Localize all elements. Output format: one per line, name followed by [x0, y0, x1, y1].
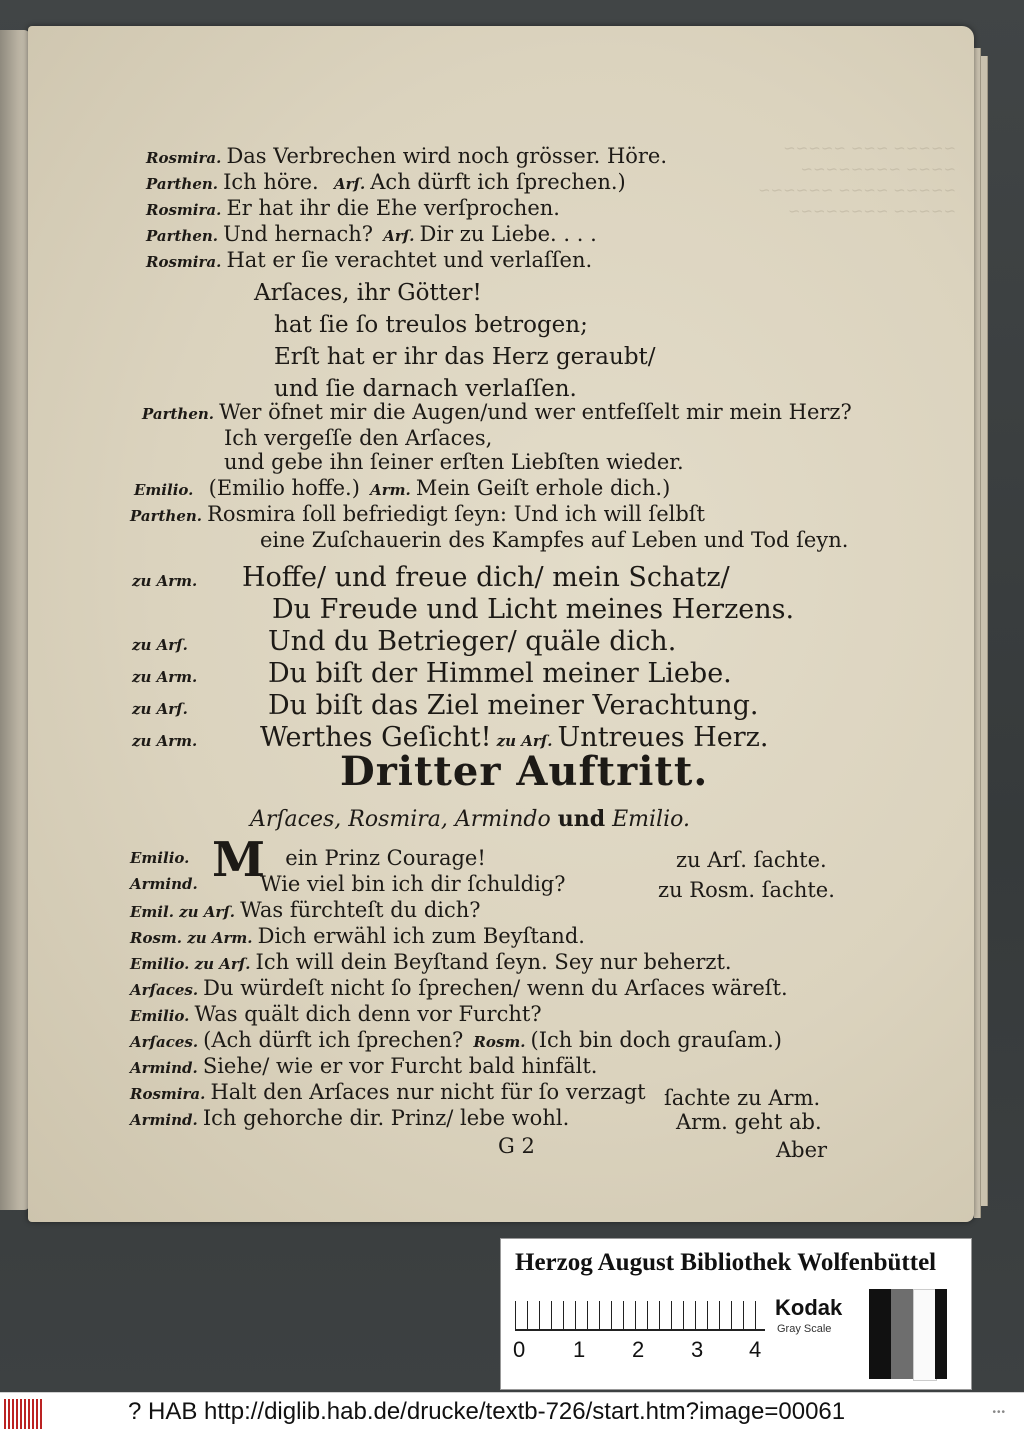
line-text: eine Zuſchauerin des Kampfes auf Leben und Tod ſeyn.: [260, 528, 849, 552]
dialogue-line: [130, 502, 705, 526]
line-text: Ich will dein Beyſtand ſeyn. Sey nur beherzt.: [255, 950, 732, 974]
speaker-label: Emilio. zu Arſ.: [130, 955, 251, 973]
speaker-label: Rosmira.: [146, 253, 222, 271]
aside-speaker: Arm.: [370, 481, 411, 499]
aria-line: [272, 594, 794, 625]
speaker-label: Arſaces.: [130, 1033, 199, 1051]
aria-text: Du Freude und Licht meines Herzens.: [272, 594, 795, 625]
scene-title: Dritter Auftritt.: [340, 748, 709, 795]
aside-text: Ach dürft ich ſprechen.): [370, 170, 626, 194]
speaker-label: Arſaces.: [130, 981, 199, 999]
measurement-ruler: [515, 1301, 765, 1331]
aria-line: und ſie darnach verlaſſen.: [274, 376, 577, 402]
dialogue-line: [146, 170, 626, 194]
aria-text: Hoffe/ und freue dich/ mein Schatz/: [242, 562, 730, 593]
line-text: Was quält dich denn vor Furcht?: [194, 1002, 542, 1026]
line-text: Rosmira ſoll befriedigt ſeyn: Und ich will ſelbſt: [207, 502, 705, 526]
line-text: Ich gehorche dir. Prinz/ lebe wohl.: [202, 1106, 570, 1130]
speaker-label: Parthen.: [146, 227, 219, 245]
barcode-icon: [4, 1399, 44, 1429]
stage-direction: zu Arm.: [132, 732, 198, 750]
speaker-label: Rosm. zu Arm.: [130, 929, 253, 947]
aria-line: hat ſie ſo treulos betrogen;: [274, 312, 588, 338]
ruler-number: 3: [691, 1337, 704, 1362]
dialogue-line: [130, 874, 198, 893]
color-target-card: [500, 1238, 972, 1390]
aria-text: Untreues Herz.: [557, 722, 769, 753]
aria-line: Arſaces, ihr Götter!: [254, 280, 482, 306]
dialogue-line: [130, 898, 481, 922]
line-text: Das Verbrechen wird noch grösser. Höre.: [226, 144, 668, 168]
previous-page-edge: [0, 30, 30, 1210]
line-text: Hat er ſie verachtet und verlaſſen.: [226, 248, 593, 272]
library-name: Herzog August Bibliothek Wolfenbüttel: [515, 1249, 937, 1276]
line-text: (Emilio hoffe.): [208, 476, 360, 500]
stage-direction: zu Arſ.: [132, 636, 188, 654]
line-text: Siehe/ wie er vor Furcht bald hinfält.: [202, 1054, 598, 1078]
speaker-label: Armind.: [130, 875, 198, 893]
page-stack-edge: [974, 48, 981, 1218]
page-stack-edge: [981, 56, 988, 1206]
black-swatch: [869, 1289, 891, 1379]
speaker-label: Emilio.: [134, 481, 194, 499]
dialogue-line: [130, 848, 189, 867]
dialogue-line: [130, 1028, 782, 1052]
dialogue-line: [146, 144, 667, 168]
ruler-number: 2: [632, 1337, 645, 1362]
dialogue-line: [130, 1002, 542, 1026]
cast-list: [250, 806, 690, 832]
ruler-number: 4: [749, 1337, 762, 1362]
book-page: [28, 26, 974, 1222]
aria-line: [132, 626, 676, 657]
dialogue-line: [146, 248, 592, 272]
status-footer: [0, 1392, 1024, 1435]
dialogue-line: [142, 400, 852, 424]
drop-cap: M: [212, 832, 266, 888]
stage-direction: Arm. geht ab.: [676, 1110, 822, 1134]
aria-line: [132, 658, 732, 689]
speaker-label: Parthen.: [130, 507, 203, 525]
cast-names: Arſaces, Rosmira, Armindo: [250, 807, 551, 832]
aside-speaker: Rosm.: [473, 1033, 526, 1051]
white-swatch: [913, 1289, 937, 1381]
speaker-label: Emilio.: [130, 1007, 190, 1025]
kodak-logo: Kodak: [775, 1295, 843, 1320]
stage-direction: zu Arſ. ſachte.: [676, 848, 827, 872]
dialogue-line: [146, 222, 597, 246]
dialogue-line: [130, 1054, 597, 1078]
speaker-label: Rosmira.: [146, 201, 222, 219]
dialogue-line: [130, 1106, 569, 1130]
gray-scale-label: Gray Scale: [777, 1323, 832, 1335]
aria-text: Werthes Geſicht!: [260, 722, 492, 753]
speaker-label: Emilio.: [130, 849, 190, 867]
line-text: Halt den Arſaces nur nicht für ſo verzagt: [210, 1080, 646, 1104]
dialogue-line: [130, 924, 585, 948]
line-text: Du würdeſt nicht ſo ſprechen/ wenn du Arſaces wäreſt.: [203, 976, 788, 1000]
cast-conjunction: und: [557, 806, 606, 832]
aria-text: Du biſt das Ziel meiner Verachtung.: [268, 690, 759, 721]
ruler-number: 1: [573, 1337, 586, 1362]
stage-direction: zu Arſ.: [496, 732, 553, 750]
aside-text: Mein Geiſt erhole dich.): [415, 476, 671, 500]
ruler-number: 0: [513, 1337, 526, 1362]
signature-mark: G 2: [498, 1134, 535, 1158]
line-text: und gebe ihn ſeiner erſten Liebſten wieder.: [224, 450, 684, 474]
aside-text: Dir zu Liebe. . . .: [419, 222, 597, 246]
speaker-label: Emil. zu Arſ.: [130, 903, 236, 921]
dialogue-line: [130, 976, 788, 1000]
gray-swatch: [891, 1289, 913, 1379]
line-text: ein Prinz Courage!: [260, 846, 486, 870]
speaker-label: Parthen.: [146, 175, 219, 193]
line-text: Und hernach?: [223, 222, 374, 246]
line-text: Wer öfnet mir die Augen/und wer entfeſſelt mir mein Herz?: [219, 400, 852, 424]
speaker-label: Parthen.: [142, 405, 215, 423]
line-text: Ich vergeſſe den Arſaces,: [224, 426, 493, 450]
aside-text: (Ich bin doch grauſam.): [530, 1028, 782, 1052]
dialogue-line: [134, 476, 670, 500]
line-text: Ich höre.: [223, 170, 319, 194]
aria-line: Erſt hat er ihr das Herz geraubt/: [274, 344, 656, 370]
aside-speaker: Arſ.: [383, 227, 415, 245]
line-text: Dich erwähl ich zum Beyſtand.: [257, 924, 585, 948]
source-url: ? HAB http://diglib.hab.de/drucke/textb-726/start.htm?image=00061: [128, 1398, 846, 1425]
aria-text: Du biſt der Himmel meiner Liebe.: [268, 658, 732, 689]
speaker-label: Armind.: [130, 1111, 198, 1129]
stage-direction: zu Rosm. ſachte.: [658, 878, 835, 902]
stage-direction: zu Arm.: [132, 572, 198, 590]
line-text: Wie viel bin ich dir ſchuldig?: [260, 872, 566, 896]
dialogue-line: [130, 950, 732, 974]
line-text: (Ach dürft ich ſprechen?: [203, 1028, 464, 1052]
dialogue-line: [146, 196, 560, 220]
cast-names: Emilio.: [612, 807, 690, 832]
aria-line: [132, 690, 758, 721]
line-text: Er hat ihr die Ehe verſprochen.: [226, 196, 560, 220]
speaker-label: Armind.: [130, 1059, 198, 1077]
dialogue-line: [130, 1080, 646, 1104]
footer-dots: •••: [992, 1407, 1006, 1418]
speaker-label: Rosmira.: [130, 1085, 206, 1103]
black-swatch: [935, 1289, 947, 1379]
stage-direction: zu Arſ.: [132, 700, 188, 718]
stage-direction: ſachte zu Arm.: [664, 1086, 821, 1110]
line-text: Was fürchteſt du dich?: [240, 898, 481, 922]
catchword: Aber: [776, 1138, 828, 1162]
aria-text: Und du Betrieger/ quäle dich.: [268, 626, 677, 657]
show-through-text: ~~~~~ ~~~ ~~~~~ ~~~~ ~~~~~~~~ ~~~~~ ~~~~ ~~~~~~ ~~~~~ ~~~~~~~~: [758, 139, 957, 220]
speaker-label: Rosmira.: [146, 149, 222, 167]
aside-speaker: Arſ.: [333, 175, 366, 193]
stage-direction: zu Arm.: [132, 668, 198, 686]
aria-line: [132, 562, 730, 593]
